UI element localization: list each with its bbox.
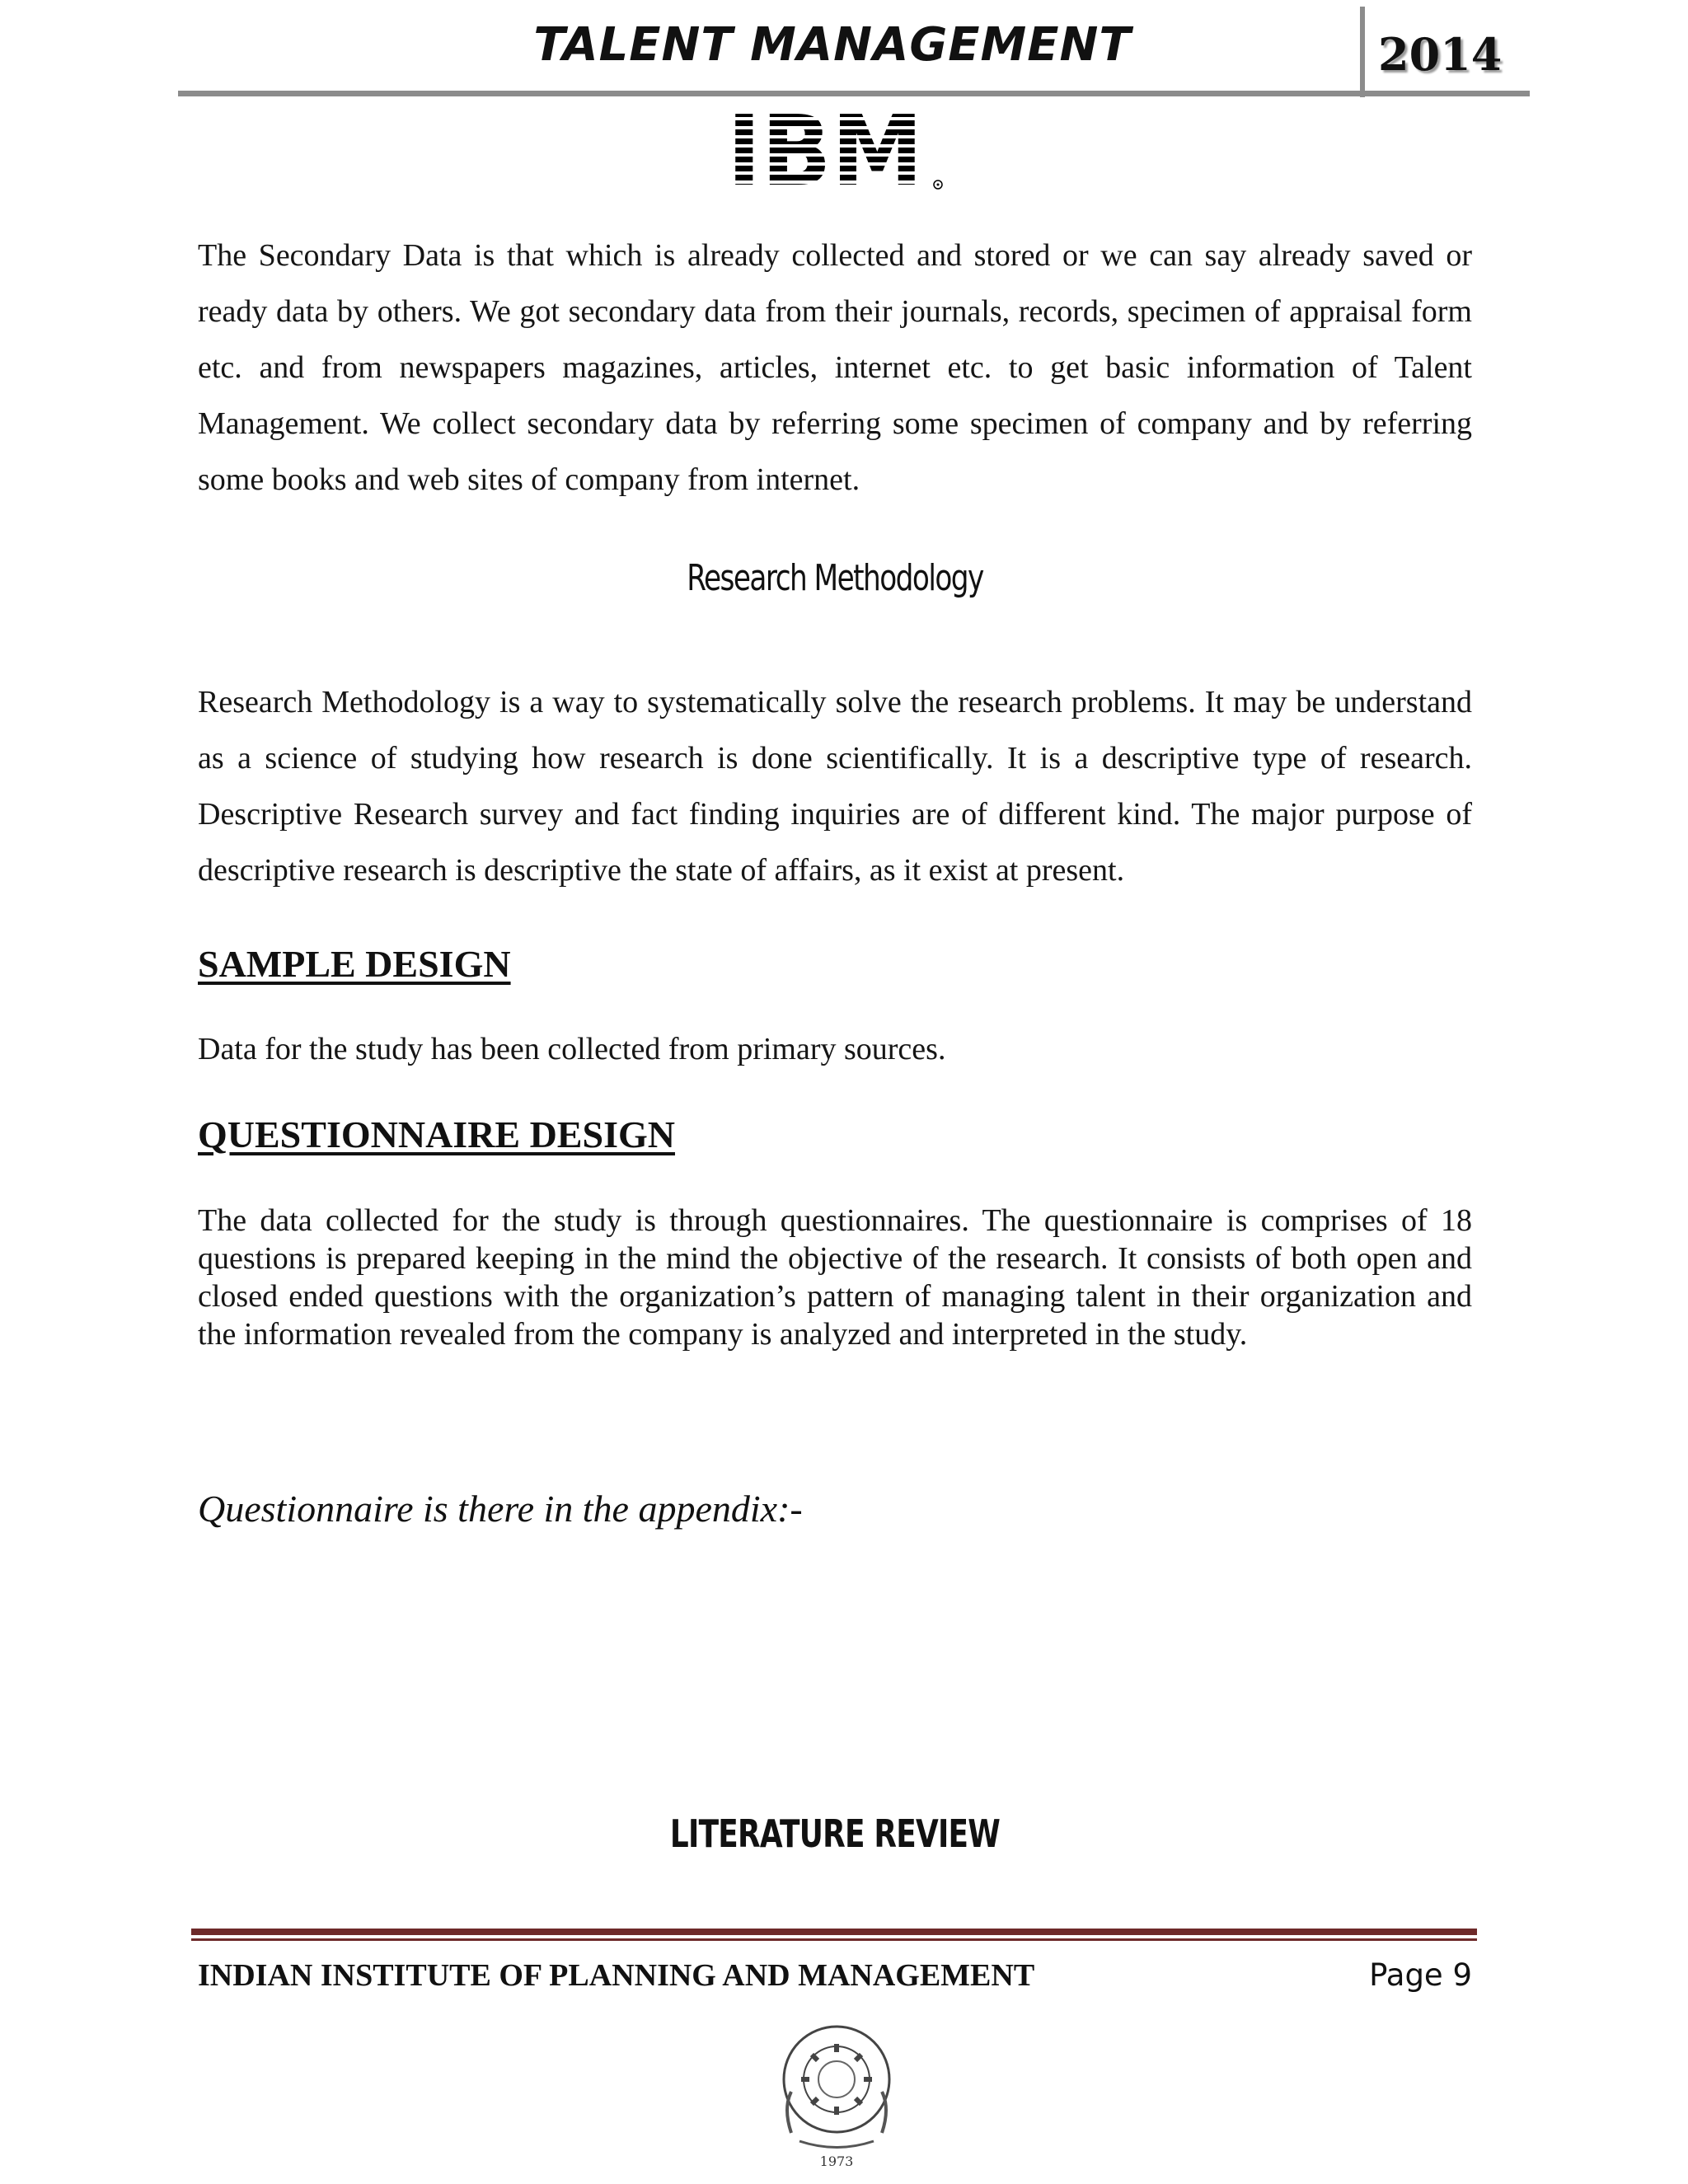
institute-seal-icon [767,2009,907,2174]
appendix-note: Questionnaire is there in the appendix:- [198,1488,803,1530]
secondary-data-paragraph: The Secondary Data is that which is already collected and stored or we can say already saved or ready data by others. We got secondary data from their journals, records, specimen of appraisal form etc. and from newspapers magazines, articles, internet etc. to get basic information of Talent Management. We collect secondary data by referring some specimen of company and by referring some books and web sites of company from internet. [198,238,1472,497]
questionnaire-design-heading: QUESTIONNAIRE DESIGN [198,1113,675,1155]
header-title: TALENT MANAGEMENT [533,18,1132,72]
ibm-logo-icon [725,102,948,193]
sample-design-paragraph: Data for the study has been collected from primary sources. [198,1032,946,1066]
header-year: 2014 [1378,28,1503,81]
sample-design-heading: SAMPLE DESIGN [198,943,511,985]
seal-year: 1973 [819,2154,854,2169]
footer-rule-thick [191,1929,1477,1935]
header-rule [178,91,1530,96]
literature-review-heading: LITERATURE REVIEW [669,1811,1001,1856]
questionnaire-design-paragraph: The data collected for the study is through questionnaires. The questionnaire is comprises of 18 questions is prepared keeping in the mind the objective of the research. It consists of both open and closed ended questions with the organization’s pattern of managing talent in their organization and the information revealed from the company is analyzed and interpreted in the study. [198,1203,1472,1352]
footer-rule-thin [191,1938,1477,1941]
research-methodology-heading: Research Methodology [687,557,983,599]
header-divider-vertical [1360,7,1365,97]
research-methodology-paragraph: Research Methodology is a way to systematically solve the research problems. It may be understand as a science of studying how research is done scientifically. It is a descriptive type of research. Descriptive Research survey and fact finding inquiries are of different kind. The major purpose of descriptive research is descriptive the state of affairs, as it exist at present. [198,685,1472,888]
footer-page-number: Page 9 [1369,1957,1472,1993]
footer-institute-name: INDIAN INSTITUTE OF PLANNING AND MANAGEMENT [198,1958,1035,1993]
